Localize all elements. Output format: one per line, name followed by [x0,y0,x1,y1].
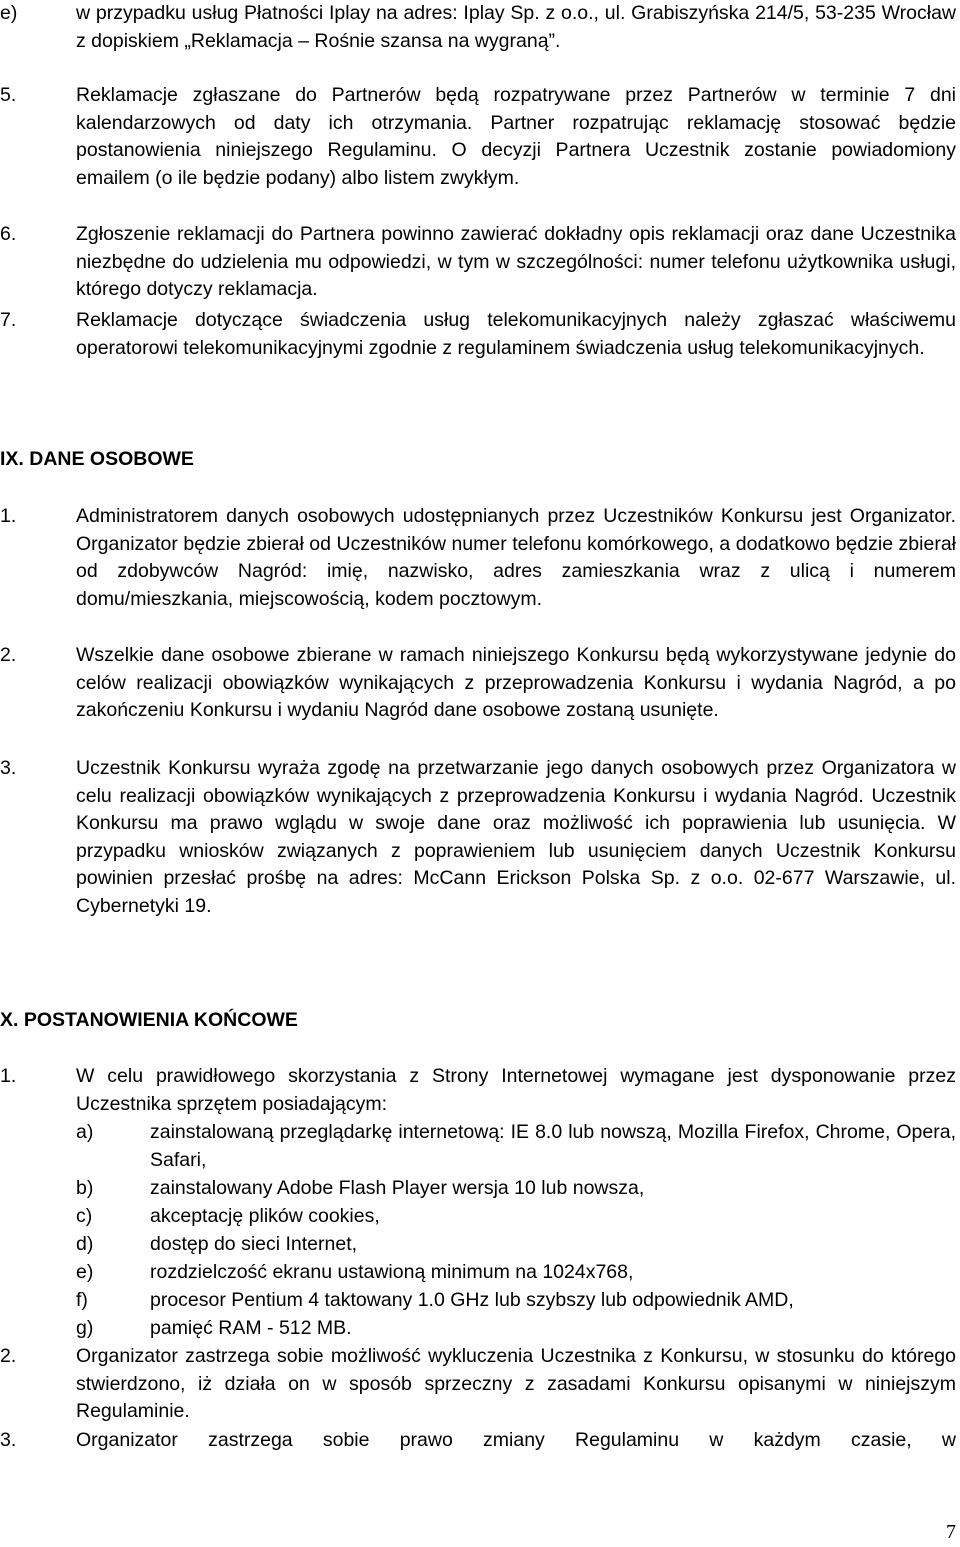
item-text: Reklamacje dotyczące świadczenia usług telekomunikacyjnych należy zgłaszać właściwemu operatorowi telekomunikacyjnymi zgodnie z regulaminem świadczenia usług telekomunikacyjnych. [76,309,956,359]
item-text: rozdzielczość ekranu ustawioną minimum na 1024x768, [150,1261,634,1283]
item-number: 5. [0,84,17,106]
list-item [0,1119,956,1174]
section-heading: X. POSTANOWIENIA KOŃCOWE [0,1009,298,1031]
item-text: dostęp do sieci Internet, [150,1233,358,1255]
item-number: c) [76,1205,93,1227]
item-number: 1. [0,505,17,527]
item-number: a) [76,1121,94,1143]
page-number: 7 [946,1521,956,1543]
list-item [0,307,956,362]
item-number: 1. [0,1065,17,1087]
item-number: 6. [0,223,17,245]
item-number: 2. [0,1345,17,1367]
item-text: zainstalowaną przeglądarkę internetową: IE 8.0 lub nowszą, Mozilla Firefox, Chrome, Opera, Safari, [150,1121,956,1171]
item-number: 2. [0,644,17,666]
list-item [0,82,956,192]
section-heading: IX. DANE OSOBOWE [0,448,194,470]
item-number: 3. [0,757,17,779]
item-text: Organizator zastrzega sobie prawo zmiany Regulaminu w każdym czasie, w [76,1429,956,1451]
item-number: f) [76,1289,88,1311]
list-item [0,1287,956,1315]
item-text: Wszelkie dane osobowe zbierane w ramach niniejszego Konkursu będą wykorzystywane jedynie do celów realizacji obowiązków wynikających z przeprowadzenia Konkursu i wydania Nagród, a po zakończeniu Konkursu i wydaniu Nagród dane osobowe zostaną usunięte. [76,644,956,722]
item-text: akceptację plików cookies, [150,1205,380,1227]
item-text: pamięć RAM - 512 MB. [150,1317,352,1339]
item-text: procesor Pentium 4 taktowany 1.0 GHz lub szybszy lub odpowiednik AMD, [150,1289,794,1311]
list-item [0,642,956,725]
list-item [0,1343,956,1426]
item-text: w przypadku usług Płatności Iplay na adres: Iplay Sp. z o.o., ul. Grabiszyńska 214/5, 53-235 Wrocław z dopiskiem „Reklamacja – Rośnie szansa na wygraną”. [76,2,956,52]
item-number: 3. [0,1429,17,1451]
item-text: Zgłoszenie reklamacji do Partnera powinno zawierać dokładny opis reklamacji oraz dane Uczestnika niezbędne do udzielenia mu odpowiedzi, w tym w szczególności: numer telefonu użytkownika usługi, którego dotyczy reklamacja. [76,223,956,301]
item-number: g) [76,1317,94,1339]
item-number: b) [76,1177,94,1199]
item-text: W celu prawidłowego skorzystania z Strony Internetowej wymagane jest dysponowanie przez Uczestnika sprzętem posiadającym: [76,1065,956,1115]
list-item [0,503,956,613]
item-text: zainstalowany Adobe Flash Player wersja 10 lub nowsza, [150,1177,645,1199]
item-number: e) [76,1261,94,1283]
item-text: Reklamacje zgłaszane do Partnerów będą rozpatrywane przez Partnerów w terminie 7 dni kalendarzowych od daty ich otrzymania. Partner rozpatrując reklamację stosować będzie postanowienia niniejszego Regulaminu. O decyzji Partnera Uczestnik zostanie powiadomiony emailem (o ile będzie podany) albo listem zwykłym. [76,84,956,189]
list-item [0,1427,956,1455]
item-text: Administratorem danych osobowych udostępnianych przez Uczestników Konkursu jest Organizator. Organizator będzie zbierał od Uczestników numer telefonu komórkowego, a dodatkowo będzie zbierał od zdobywców Nagród: imię, nazwisko, adres zamieszkania wraz z ulicą i numerem domu/mieszkania, miejscowością, kodem pocztowym. [76,505,956,610]
item-text: Uczestnik Konkursu wyraża zgodę na przetwarzanie jego danych osobowych przez Organizatora w celu realizacji obowiązków wynikających z przeprowadzenia Konkursu i wydania Nagród. Uczestnik Konkursu ma prawo wglądu w swoje dane oraz możliwość ich poprawienia lub usunięcia. W przypadku wniosków związanych z poprawieniem lub usunięciem danych Uczestnik Konkursu powinien przesłać prośbę na adres: McCann Erickson Polska Sp. z o.o. 02-677 Warszawie, ul. Cybernetyki 19. [76,757,956,917]
list-item [0,755,956,921]
item-number: d) [76,1233,94,1255]
list-item [0,1231,956,1259]
item-number: 7. [0,309,17,331]
list-item [0,0,956,55]
list-item [0,1259,956,1287]
list-item [0,1315,956,1343]
item-text: Organizator zastrzega sobie możliwość wykluczenia Uczestnika z Konkursu, w stosunku do którego stwierdzono, iż działa on w sposób sprzeczny z zasadami Konkursu opisanymi w niniejszym Regulaminie. [76,1345,956,1423]
list-item [0,1175,956,1203]
list-item [0,1063,956,1118]
list-item [0,1203,956,1231]
item-number: e) [0,2,18,24]
list-item [0,221,956,304]
